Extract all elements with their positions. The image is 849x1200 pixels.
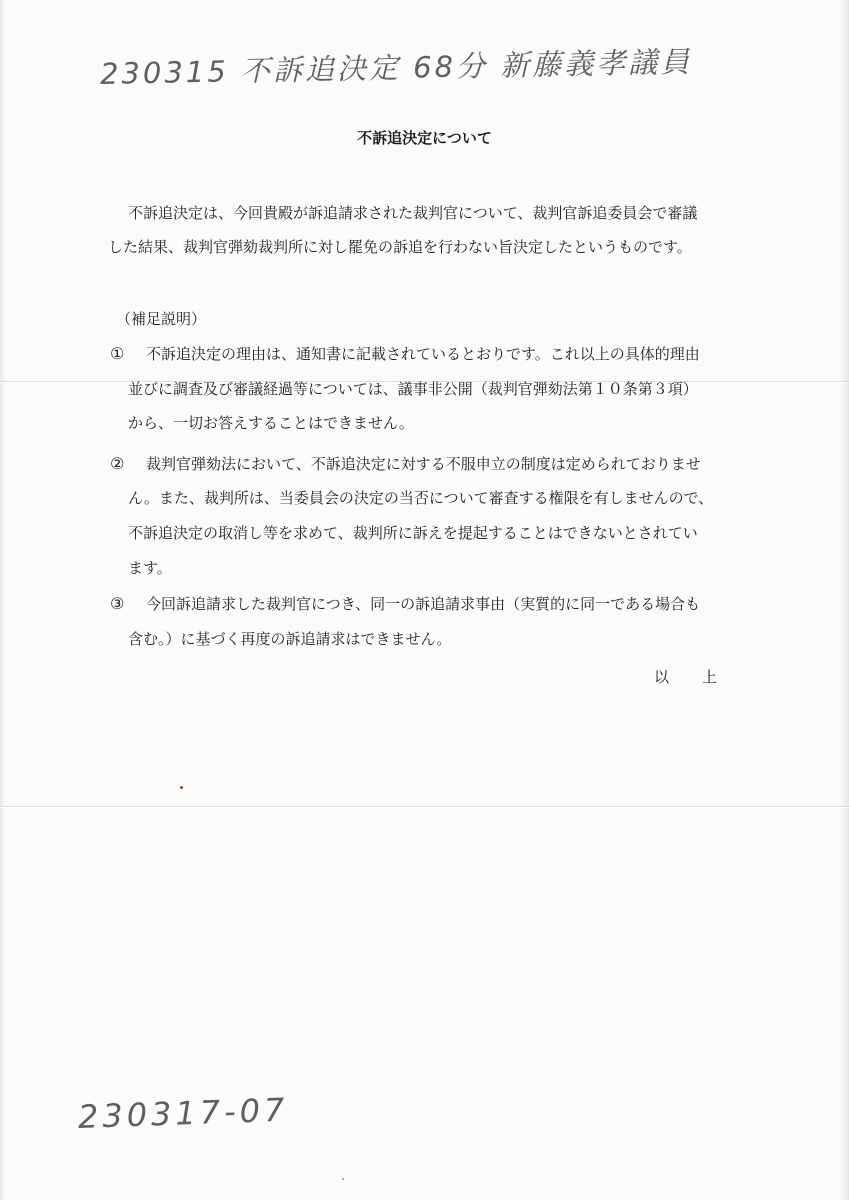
item-line: 今回訴追請求した裁判官につき、同一の訴追請求事由（実質的に同一である場合も xyxy=(146,595,701,613)
scan-edge-left xyxy=(0,0,6,1200)
item-line: 不訴追決定の理由は、通知書に記載されているとおりです。これ以上の具体的理由 xyxy=(146,345,700,363)
fold-crease xyxy=(0,806,849,807)
handwritten-header-note: 230315 不訴追決定 68分 新藤義孝議員 xyxy=(99,44,693,91)
item-number: ① xyxy=(110,344,125,363)
closing-mark: 以上 xyxy=(654,668,751,686)
item-number: ③ xyxy=(110,594,125,613)
item-line: 含む。）に基づく再度の訴追請求はできません。 xyxy=(128,630,452,648)
paper-speck xyxy=(342,1178,344,1180)
supplement-heading: （補足説明） xyxy=(116,310,207,328)
item-line: 並びに調査及び審議経過等については、議事非公開（裁判官弾劾法第１０条第３項） xyxy=(128,380,698,398)
intro-line: 不訴追決定は、今回貴殿が訴追請求された裁判官について、裁判官訴追委員会で審議 xyxy=(128,204,698,222)
item-line: ん。また、裁判所は、当委員会の決定の当否について審査する権限を有しませんので、 xyxy=(128,489,714,507)
item-line: から、一切お答えすることはできません。 xyxy=(128,414,414,432)
paper-speck xyxy=(180,786,183,789)
intro-line: した結果、裁判官弾劾裁判所に対し罷免の訴追を行わない旨決定したというものです。 xyxy=(108,238,692,256)
item-line: 不訴追決定の取消し等を求めて、裁判所に訴えを提起することはできないとされてい xyxy=(128,524,698,542)
scan-edge-right xyxy=(839,0,849,1200)
item-line: ます。 xyxy=(128,559,172,577)
document-title: 不訴追決定について xyxy=(357,129,492,147)
handwritten-footer-note: 230317-07 xyxy=(77,1090,289,1136)
item-line: 裁判官弾劾法において、不訴追決定に対する不服申立の制度は定められておりませ xyxy=(146,455,701,473)
item-number: ② xyxy=(110,454,125,473)
